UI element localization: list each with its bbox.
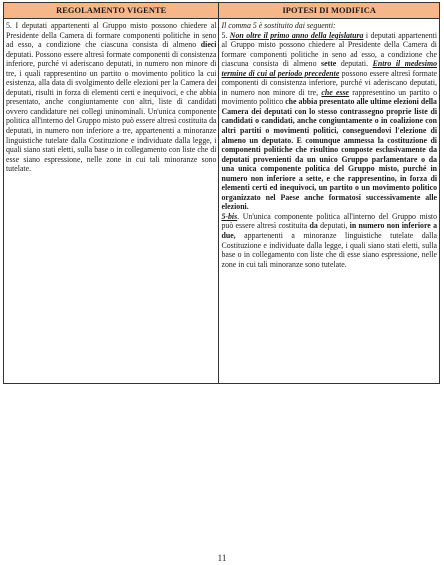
p1-che-esse: che esse <box>321 87 350 97</box>
p1-bold-sette: sette <box>321 59 337 69</box>
proposed-intro: Il comma 5 è sostituito dai seguenti: <box>221 21 336 30</box>
proposed-paragraph-5 <box>221 31 437 212</box>
current-text-bold: dieci <box>200 40 217 50</box>
p1-num: 5. <box>221 30 230 40</box>
p1-term-same-deadline: Entro il medesimo termine di cui al periodo precedente <box>221 59 437 78</box>
proposed-paragraph-5bis <box>221 212 437 269</box>
p1-text-h: rappresentino un partito o movimento politico <box>221 87 437 107</box>
current-paragraph-5 <box>6 21 216 174</box>
table-row <box>4 19 440 384</box>
page-number: 11 <box>217 553 227 563</box>
p2-text-e: appartenenti a minoranze linguistiche tutelate dalla Costituzione e individuate dalla legge, i quali siano stati eletti, sulla base o in collegamento con liste che di esse siano espressione, nelle zone in cui tali minoranze sono tutelate. <box>221 231 437 269</box>
p1-term-first-year: Non oltre il primo anno della legislatura <box>229 30 364 40</box>
current-text-part-2: deputati. Possono essere altresì formate componenti di consistenza inferiore, purché vi aderiscano deputati, in numero non minore di tre, i quali rappresentino un partito o movimento politico la cui esistenza, alla data di svolgimento delle elezioni per la Camera dei deputati, risulti in forza di elementi certi e inequivoci, e che abbia presentato, anche congiuntamente con altri, liste di candidati ovvero candidature nei collegi uninominali. Un'unica componente politica all'interno del Gruppo misto può essere altresì costituita da deputati, in numero non inferiore a tre, appartenenti a minoranze linguistiche tutelate dalla Costituzione e individuate dalla legge, i quali siano stati eletti, sulla base o in collegamento con liste che di esse siano espressione, nelle zone in cui tali minoranze sono tutelate. <box>6 49 217 174</box>
p1-text-b: i deputati appartenenti al Gruppo misto possono chiedere al Presidente della Camera di formare componenti politiche in seno ad esso, a condizione che ciascuna consista di almeno <box>221 30 437 69</box>
p2-bold-da: da <box>309 221 318 231</box>
p2-bold-min-two: in numero non inferiore a due, <box>221 221 437 241</box>
table-header-row <box>4 3 440 19</box>
header-current-regulation: REGOLAMENTO VIGENTE <box>4 3 219 19</box>
header-proposed-amendment: IPOTESI DI MODIFICA <box>219 3 440 19</box>
p1-text-f: possono essere altresì formate componenti di consistenza inferiore, purché vi aderiscano deputati, in numero non minore di tre, <box>221 68 437 97</box>
p1-bold-block: che abbia presentato alle ultime elezioni della Camera dei deputati con lo stesso contrassegno proprie liste di candidati o candidati, anche congiuntamente o in coalizione con altri partiti o movimenti politici, conseguendovi l'elezione di almeno un deputato. E comunque ammessa la costituzione di componenti politiche che risultino composte esclusivamente da deputati provenienti da un unico Gruppo parlamentare o da una unica componente politica del Gruppo misto, purché in numero non inferiore a sette, e che rappresentino, in forza di elementi certi ed inequivoci, un partito o un movimento politico organizzato nel Paese anche formatosi successivamente alle elezioni. <box>221 97 437 212</box>
p2-text-c: deputati, <box>317 221 350 231</box>
proposed-text-cell <box>219 19 440 384</box>
comparison-table <box>3 2 440 384</box>
p1-text-d: deputati. <box>336 59 373 69</box>
p2-num: 5-bis <box>221 211 238 221</box>
p2-text-a: . Un'unica componente politica all'interno del Gruppo misto può essere altresì costituita <box>221 211 437 231</box>
current-text-part-1: 5. I deputati appartenenti al Gruppo misto possono chiedere al Presidente della Camera di formare componenti politiche in seno ad esso, a condizione che ciascuna consista di almeno <box>6 21 217 50</box>
current-text-cell <box>4 19 219 384</box>
